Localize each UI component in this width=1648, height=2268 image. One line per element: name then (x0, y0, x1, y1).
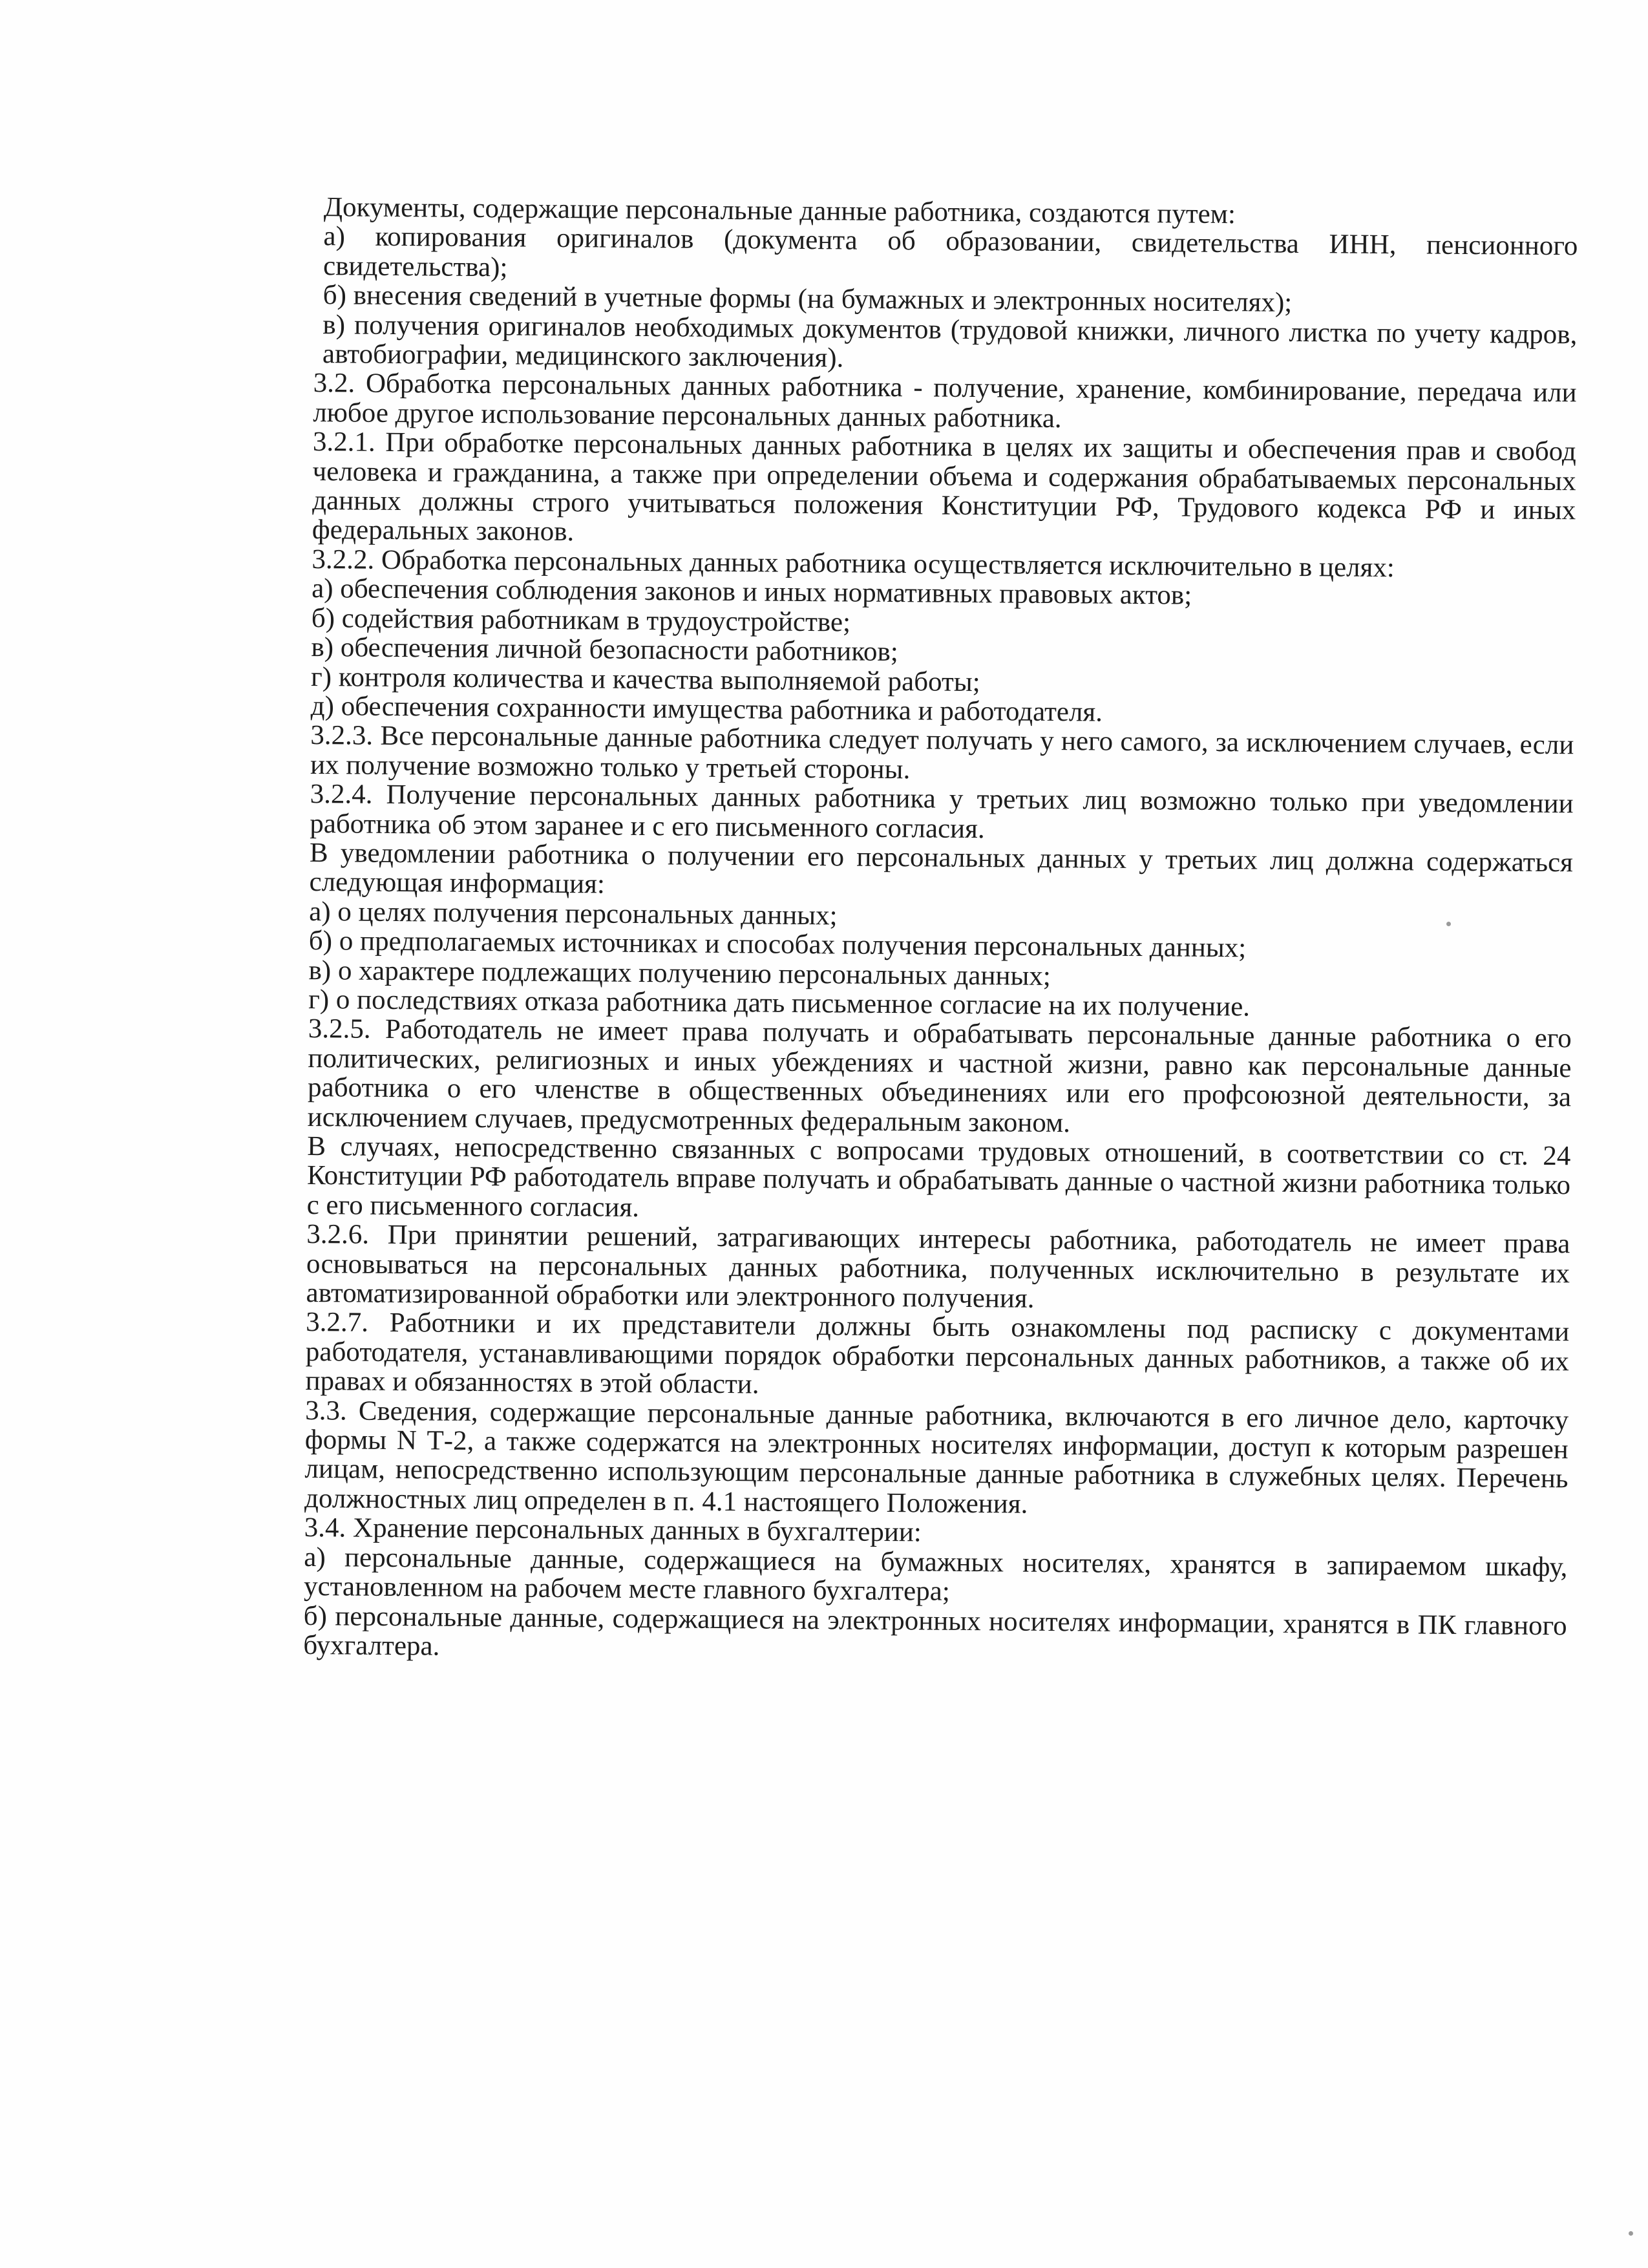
paragraph-list-item: б) персональные данные, содержащиеся на электронных носителях информации, хранятся в ПК главного бухгалтера. (303, 1600, 1567, 1662)
paragraph-section-3-2: 3.2. Обработка персональных данных работника - получение, хранение, комбинирование, передача или любое другое использование персональных данных работника. (313, 368, 1577, 434)
paragraph-list-item: б) внесения сведений в учетные формы (на бумажных и электронных носителях); (322, 280, 1293, 319)
paragraph-list-item: а) обеспечения соблюдения законов и иных нормативных правовых актов; (312, 573, 1192, 611)
paragraph-section-3-2-1: 3.2.1. При обработке персональных данных работника в целях их защиты и обеспечения прав и свобод человека и гражданина, а также при определении объема и содержания обрабатываемых персональных данных должны строго учитываться положения Конституции РФ, Трудового кодекса РФ и иных федеральных законов. (312, 427, 1577, 547)
paragraph-section-3-2-2: 3.2.2. Обработка персональных данных работника осуществляется исключительно в целях: (312, 544, 1395, 584)
paragraph-section-3-2-7: 3.2.7. Работники и их представители должны быть ознакомлены под расписку с документами работодателя, устанавливающими порядок обработки персональных данных работников, а также об их правах и обязанностях в этой области. (305, 1307, 1570, 1400)
paragraph-list-item: д) обеспечения сохранности имущества работника и работодателя. (310, 690, 1103, 728)
paragraph-notice: В уведомлении работника о получении его персональных данных у третьих лиц должна содержаться следующая информация: (309, 837, 1574, 900)
paragraph-list-item: б) о предполагаемых источниках и способах получения персональных данных; (308, 926, 1247, 964)
paragraph-section-3-2-6: 3.2.6. При принятии решений, затрагивающих интересы работника, работодатель не имеет права основываться на персональных данных работника, полученных исключительно в результате их автоматизированной обработки или электронного получения. (306, 1219, 1570, 1314)
document-body (303, 193, 1578, 1670)
paragraph-section-3-2-5: 3.2.5. Работодатель не имеет права получать и обрабатывать персональные данные работника о его политических, религиозных и иных убеждениях и частной жизни, равно как персональные данные работника о его членстве в общественных объединениях или его профсоюзной деятельности, за исключением случаев, предусмотренных федеральным законом. (307, 1013, 1572, 1138)
paragraph-list-item: а) о целях получения персональных данных; (309, 896, 838, 931)
scan-speck (1629, 2231, 1633, 2236)
paragraph-list-item: г) о последствиях отказа работника дать письменное согласие на их получение. (308, 984, 1251, 1023)
paragraph-section-3-2-3: 3.2.3. Все персональные данные работника следует получать у него самого, за исключением случаев, если их получение возможно только у третьей стороны. (310, 720, 1574, 785)
paragraph-section-3-4: 3.4. Хранение персональных данных в бухгалтерии: (304, 1512, 922, 1548)
paragraph-list-item: а) персональные данные, содержащиеся на бумажных носителях, хранятся в запираемом шкафу, установленном на рабочем месте главного бухгалтера; (303, 1542, 1568, 1607)
paragraph-section-3-3: 3.3. Сведения, содержащие персональные данные работника, включаются в его личное дело, карточку формы N Т-2, а также содержатся на электронных носителях информации, доступ к которым разрешен лицам, непосредственно использующим персональные данные работника в служебных целях. Перечень должностных лиц определен в п. 4.1 настоящего Положения. (304, 1395, 1569, 1520)
scan-speck (1446, 922, 1451, 926)
paragraph-list-item: г) контроля количества и качества выполняемой работы; (310, 661, 980, 697)
paragraph-list-item: в) о характере подлежащих получению персональных данных; (308, 955, 1051, 991)
paragraph-section-3-2-4: 3.2.4. Получение персональных данных работника у третьих лиц возможно только при уведомлении работника об этом заранее и с его письменного согласия. (310, 779, 1574, 844)
paragraph-private-life: В случаях, непосредственно связанных с вопросами трудовых отношений, в соответствии со ст. 24 Конституции РФ работодатель вправе получать и обрабатывать данные о частной жизни работника только с его письменного согласия. (306, 1130, 1571, 1223)
paragraph-list-item: в) получения оригиналов необходимых документов (трудовой книжки, личного листка по учету кадров, автобиографии, медицинского заключения). (322, 309, 1578, 374)
paragraph-list-item: в) обеспечения личной безопасности работников; (311, 632, 898, 668)
paragraph-list-item: а) копирования оригиналов (документа об образовании, свидетельства ИНН, пенсионного свидетельства); (322, 221, 1578, 283)
paragraph-intro: Документы, содержащие персональные данные работника, создаются путем: (323, 192, 1236, 230)
paragraph-list-item: б) содействия работникам в трудоустройстве; (311, 602, 851, 638)
